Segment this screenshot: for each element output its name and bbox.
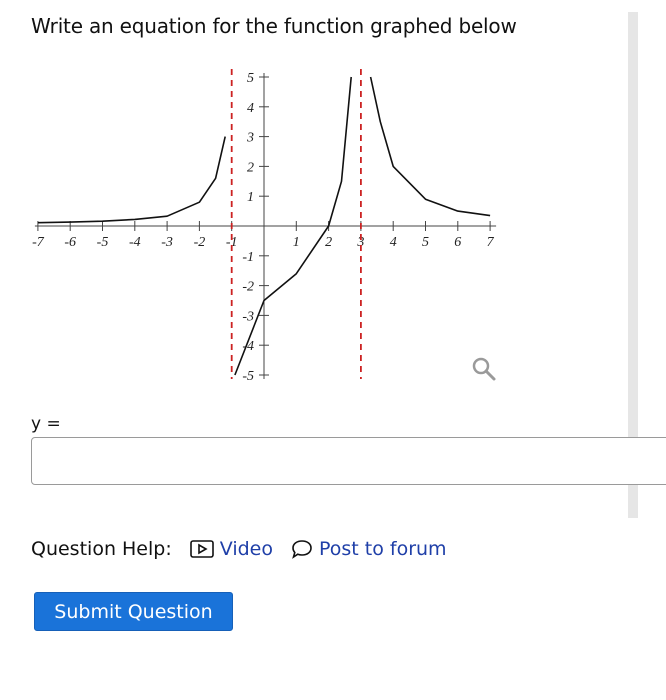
graph-axes [35,73,496,379]
curve-branch [371,77,491,216]
y-tick-label: -1 [242,249,254,265]
question-help-label: Question Help: [31,538,172,560]
post-to-forum-link[interactable] [291,538,447,560]
answer-input[interactable] [31,437,666,485]
y-tick-label: -3 [242,309,254,325]
graph-ticks [32,71,495,384]
y-tick-label: 3 [247,130,254,146]
y-tick-label: 2 [247,160,254,176]
x-tick-label: -3 [161,235,173,250]
magnifier-icon[interactable] [470,355,498,387]
x-tick-label: 6 [454,235,462,250]
submit-question-button[interactable]: Submit Question [34,592,233,631]
y-tick-label: 1 [247,190,254,206]
x-tick-label: 1 [292,235,300,250]
answer-label: y = [31,414,61,434]
y-tick-label: 4 [247,100,254,116]
video-link[interactable] [190,538,273,560]
x-tick-label: 7 [486,235,494,250]
curve-branch [38,137,225,223]
x-tick-label: 4 [389,235,397,250]
question-prompt: Write an equation for the function graphed below [31,14,517,38]
y-tick-label: -4 [242,339,254,355]
x-tick-label: -1 [225,235,238,250]
y-tick-label: -5 [242,369,254,384]
video-play-icon [190,540,214,558]
x-tick-label: -7 [32,235,44,250]
y-tick-label: -2 [242,279,254,295]
x-tick-label: 3 [357,235,365,250]
x-tick-label: -4 [128,235,141,250]
post-to-forum-label: Post to forum [318,538,447,560]
speech-bubble-icon [291,539,313,559]
x-tick-label: -6 [64,235,77,250]
x-tick-label: -2 [193,235,206,250]
function-graph [0,0,520,390]
video-link-label: Video [219,538,273,560]
x-tick-label: 5 [422,235,429,250]
question-help [31,538,465,560]
y-tick-label: 5 [247,71,254,86]
x-tick-label: -5 [96,235,109,250]
x-tick-label: 2 [325,235,333,250]
